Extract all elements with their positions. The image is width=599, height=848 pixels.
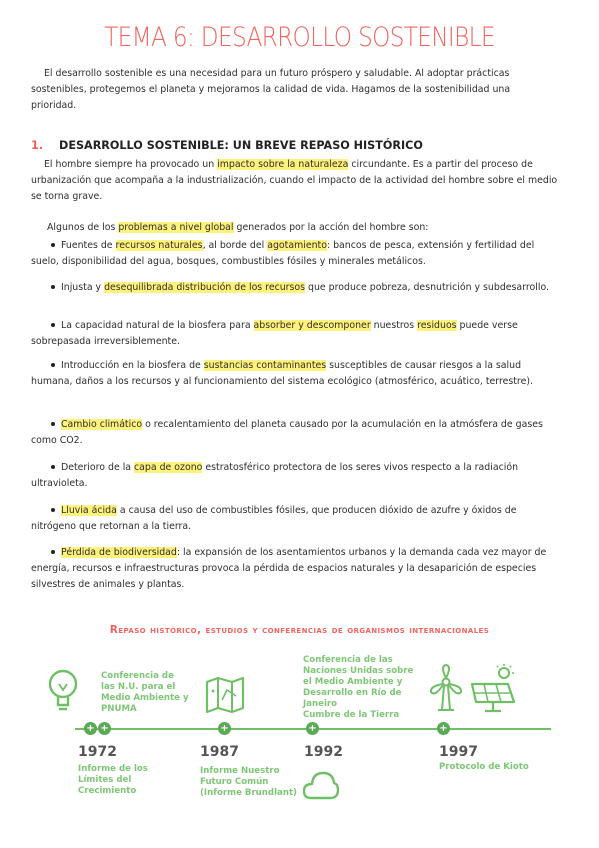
list-item [31, 545, 563, 593]
timeline-event-below: Informe de los Límites del Crecimiento [78, 764, 148, 796]
text-segment: Introducción en la biosfera de [61, 360, 204, 371]
timeline-event-below: Informe Nuestro Futuro Común (Informe Brundlant) [200, 766, 297, 798]
bullet-icon [51, 323, 55, 327]
section-number: 1. [31, 139, 44, 152]
text-segment: : bancos de pesca, extensión y fertilidad del suelo, disponibilidad del agua, bosques, combustibles fósiles y minerales metálicos. [31, 240, 535, 267]
text-segment: Algunos de los [47, 222, 119, 233]
highlight: impacto sobre la naturaleza [217, 159, 349, 170]
timeline-event-above: Conferencia de las N.U. para el Medio Ambiente y PNUMA [101, 671, 189, 714]
bullet-icon [51, 363, 55, 367]
list-item [31, 417, 563, 449]
list-item [31, 460, 563, 492]
timeline-marker-icon: + [84, 722, 97, 735]
section-heading [31, 139, 571, 152]
timeline-marker-icon: + [98, 722, 111, 735]
section-heading-text: DESARROLLO SOSTENIBLE: UN BREVE REPASO HISTÓRICO [59, 139, 423, 152]
timeline-year: 1987 [200, 744, 239, 760]
highlight: Lluvia ácida [61, 505, 117, 516]
text-segment: , al borde del [202, 240, 268, 251]
timeline-year: 1992 [304, 744, 343, 760]
bullet-icon [51, 508, 55, 512]
timeline-title: Repaso histórico, estudios y conferencias de organismos internacionales [109, 624, 490, 636]
text-segment: estratosférico protectora de los seres vivos respecto a la radiación ultravioleta. [31, 462, 519, 489]
text-segment: Deterioro de la [61, 462, 135, 473]
bullet-icon [51, 465, 55, 469]
bullet-icon [51, 550, 55, 554]
page-title: TEMA 6: DESARROLLO SOSTENIBLE [104, 22, 495, 53]
wind-turbine-icon [426, 664, 468, 712]
intro-paragraph: El desarrollo sostenible es una necesidad para un futuro próspero y saludable. Al adoptar prácticas sostenibles, protegemos el planeta y mejoramos la calidad de vida. Hagamos de la sostenibilidad una prioridad. [31, 68, 511, 111]
bullet-icon [51, 243, 55, 247]
text-segment: nuestros [370, 320, 418, 331]
timeline-year: 1997 [439, 744, 478, 760]
highlight: recursos naturales [115, 240, 203, 251]
highlight: Pérdida de biodiversidad [61, 547, 177, 558]
bullet-icon [51, 285, 55, 289]
problems-intro [47, 220, 562, 236]
highlight: capa de ozono [134, 462, 203, 473]
timeline-marker-icon: + [306, 722, 319, 735]
text-segment: que produce pobreza, desnutrición y subdesarrollo. [305, 282, 550, 293]
text-segment: puede verse sobrepasada irreversiblemente. [31, 320, 518, 347]
list-item [31, 358, 563, 390]
text-segment: susceptibles de causar riesgos a la salud humana, daños a los recursos y al funcionamiento del sistema ecológico (atmosférico, acuático, terrestre). [31, 360, 533, 387]
highlight: problemas a nivel global [118, 222, 234, 233]
list-item [31, 318, 563, 350]
list-item [31, 503, 563, 535]
timeline-event-above: Conferencia de las Naciones Unidas sobre el Medio Ambiente y Desarrollo en Río de Janeiro Cumbre de la Tierra [303, 655, 414, 720]
highlight: residuos [417, 320, 457, 331]
text-segment: Fuentes de [61, 240, 116, 251]
text-segment: generados por la acción del hombre son: [233, 222, 429, 233]
text-segment: a causa del uso de combustibles fósiles, que producen dióxido de azufre y óxidos de nitrógeno que retornan a la tierra. [31, 505, 517, 532]
highlight: absorber y descomponer [253, 320, 371, 331]
timeline-year: 1972 [78, 744, 117, 760]
highlight: Cambio climático [61, 419, 143, 430]
list-item [31, 238, 563, 270]
bullet-icon [51, 422, 55, 426]
text-segment: Injusta y [61, 282, 105, 293]
text-segment: El hombre siempre ha provocado un [44, 159, 218, 170]
timeline-event-below: Protocolo de Kioto [439, 762, 529, 772]
highlight: agotamiento [267, 240, 327, 251]
text-segment: o recalentamiento del planeta causado por la acumulación en la atmósfera de gases como CO2. [31, 419, 543, 446]
timeline-marker-icon: + [218, 722, 231, 735]
timeline-marker-icon: + [437, 722, 450, 735]
highlight: desequilibrada distribución de los recursos [104, 282, 306, 293]
cloud-icon [303, 768, 339, 802]
highlight: sustancias contaminantes [203, 360, 327, 371]
lightbulb-icon [45, 668, 81, 712]
map-icon [205, 676, 245, 714]
history-paragraph [31, 157, 561, 205]
text-segment: La capacidad natural de la biosfera para [61, 320, 254, 331]
text-segment: circundante. Es a partir del proceso de urbanización que acompaña a la industrialización, cuando el impacto de la actividad del hombre sobre el medio se torna grave. [31, 159, 558, 202]
list-item [31, 280, 563, 296]
solar-panel-icon [468, 664, 518, 714]
text-segment: : la expansión de los asentamientos urbanos y la demanda cada vez mayor de energía, recursos e infraestructuras provoca la pérdida de espacios naturales y la desaparición de especies silvestres de animales y plantas. [31, 547, 547, 590]
